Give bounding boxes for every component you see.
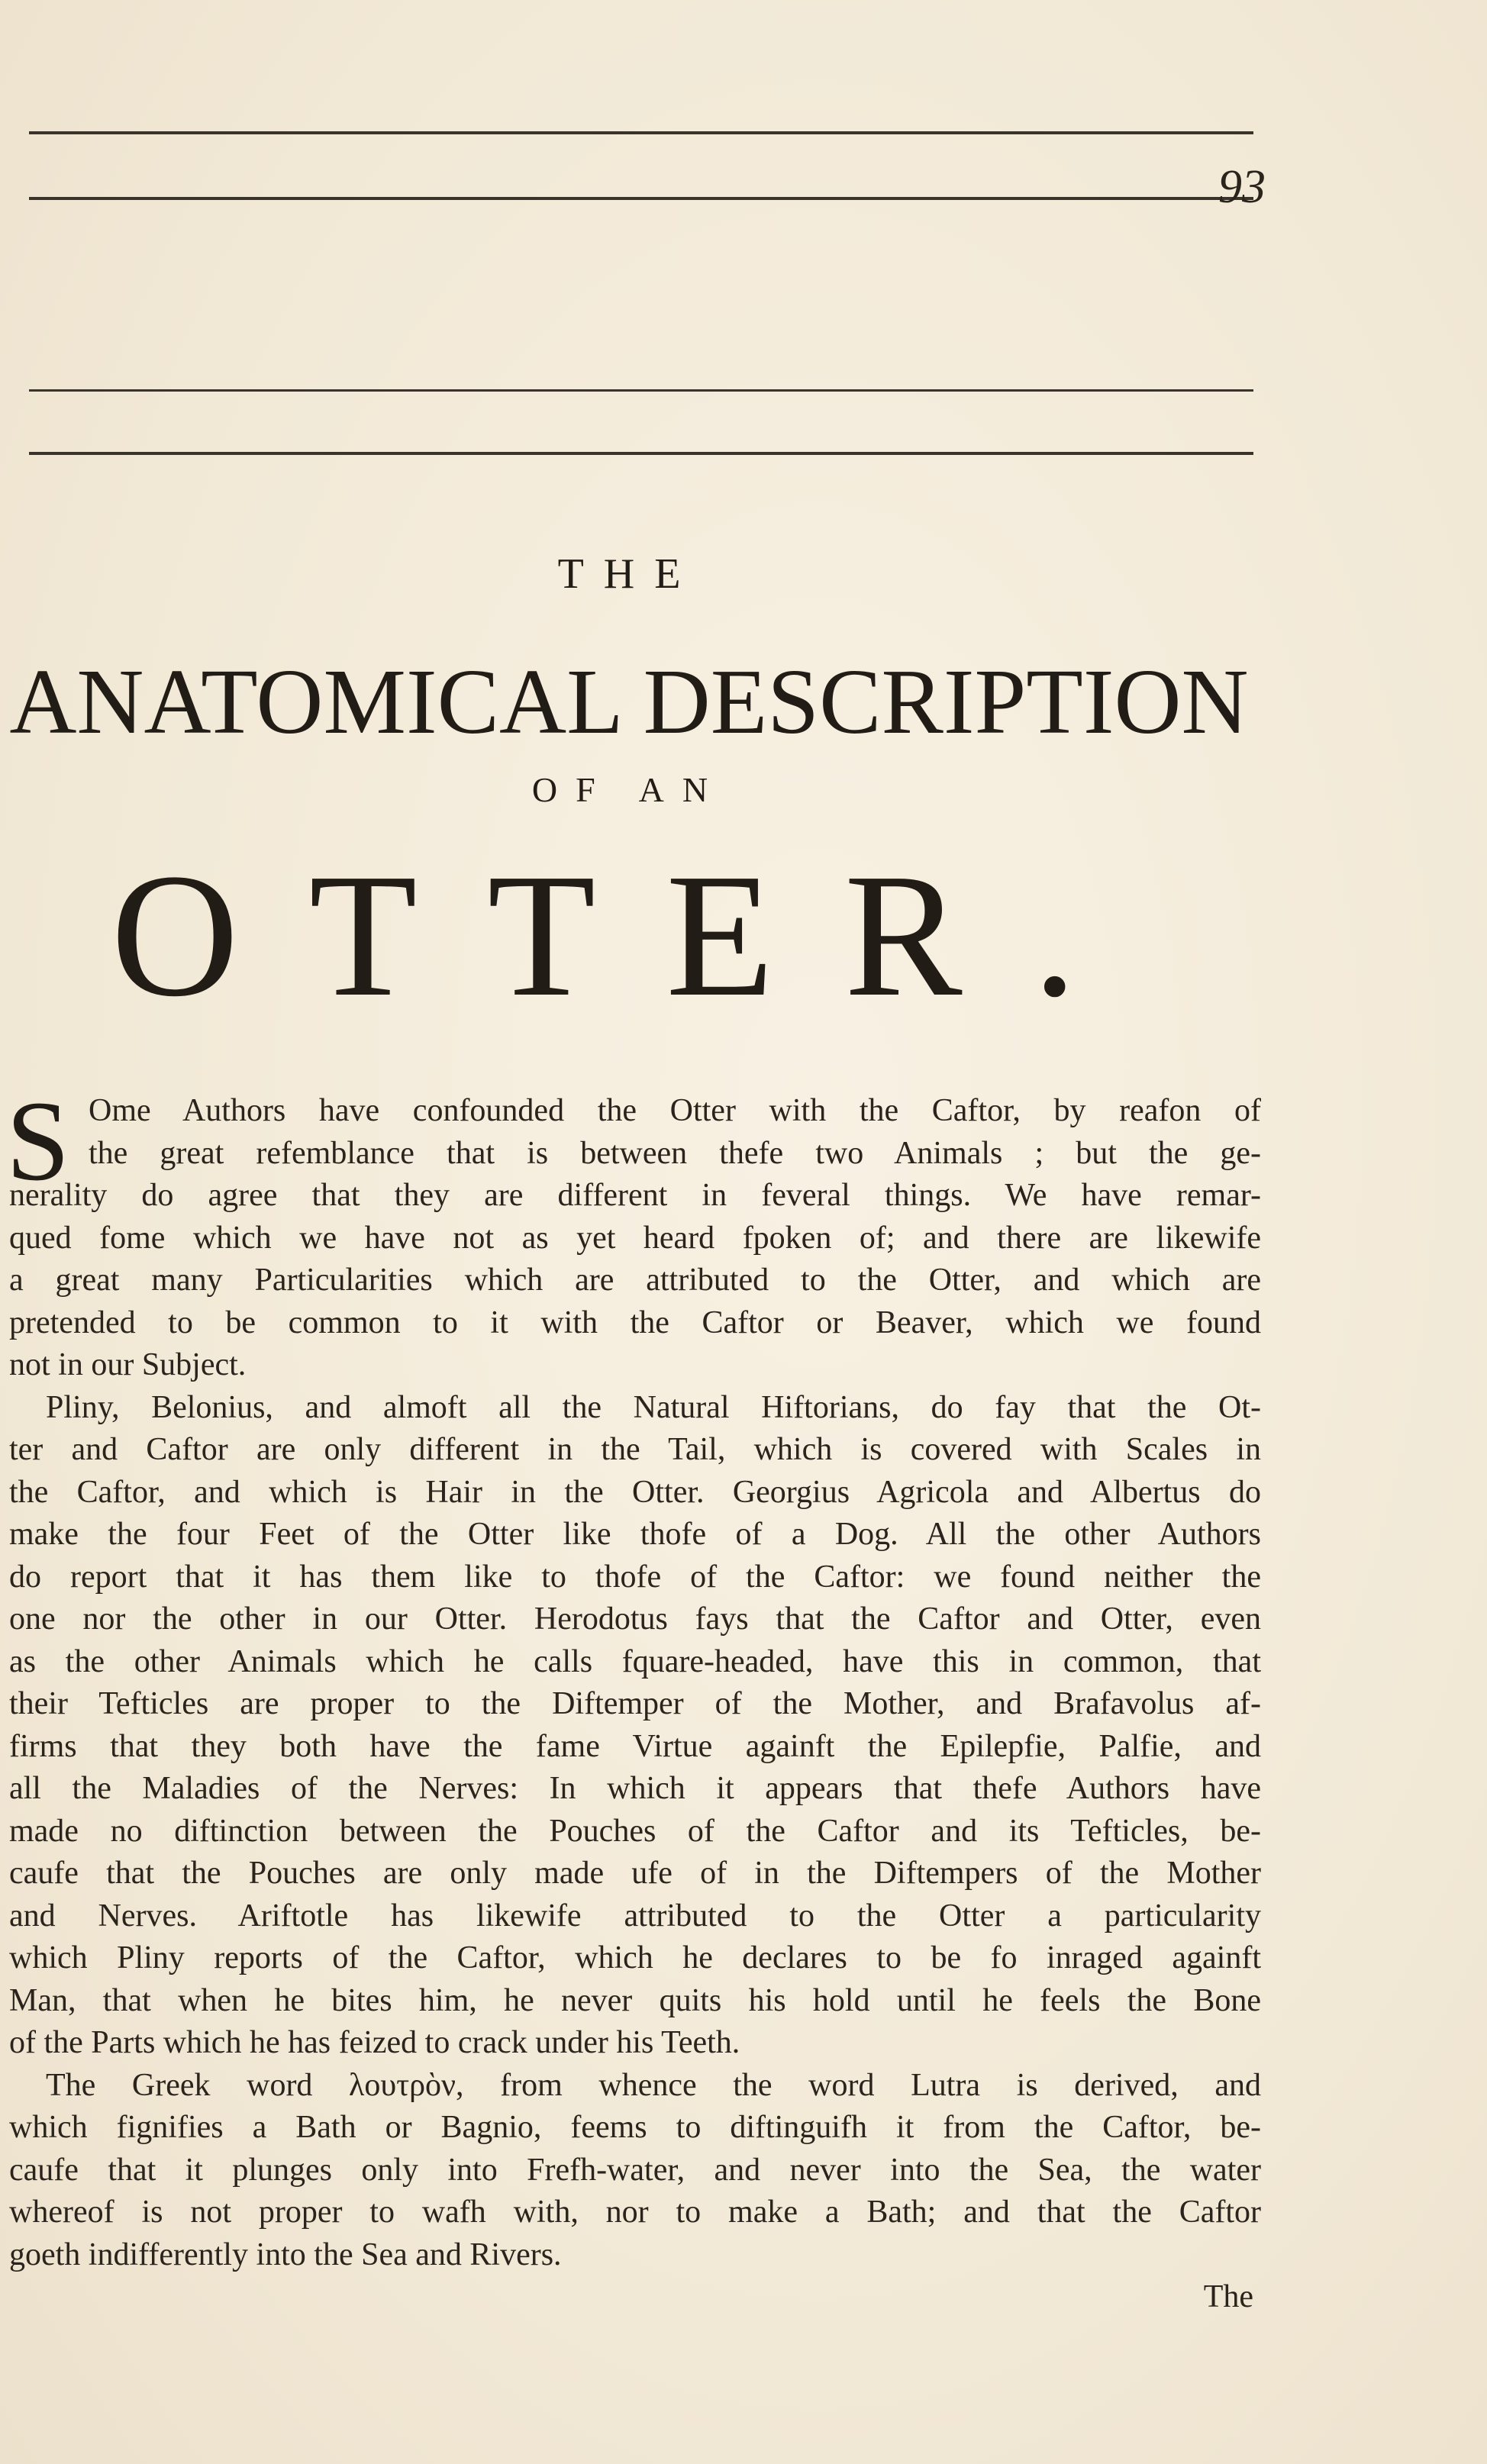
text-line: pretended to be common to it with the Caftor or Beaver, which we found [9, 1305, 1261, 1340]
text-line: nerality do agree that they are different in feveral things. We have remar- [9, 1178, 1261, 1213]
text-line: as the other Animals which he calls fquare-headed, have this in common, that [9, 1643, 1261, 1679]
header-rule-2 [29, 197, 1253, 200]
body-text [9, 1090, 1261, 2319]
text-line: and Nerves. Ariftotle has likewife attributed to the Otter a particularity [9, 1898, 1261, 1933]
text-line: one nor the other in our Otter. Herodotus fays that the Caftor and Otter, even [9, 1601, 1261, 1637]
page-number: 93 [1218, 161, 1266, 213]
text-line: the Caftor, and which is Hair in the Otter. Georgius Agricola and Albertus do [9, 1474, 1261, 1510]
text-line: which Pliny reports of the Caftor, which he declares to be fo inraged againft [9, 1940, 1261, 1975]
text-line: which fignifies a Bath or Bagnio, feems to diftinguifh it from the Caftor, be- [9, 2110, 1261, 2145]
header-rule-1 [29, 131, 1253, 134]
title-otter: OTTER. [111, 837, 1147, 1034]
text-line: firms that they both have the fame Virtue againft the Epilepfie, Palfie, and [9, 1728, 1261, 1764]
text-line: their Tefticles are proper to the Diftemper of the Mother, and Brafavolus af- [9, 1686, 1261, 1721]
text-line: goeth indifferently into the Sea and Rivers. [9, 2237, 562, 2272]
catchword: The [1203, 2279, 1253, 2314]
text-line: Ome Authors have confounded the Otter with the Caftor, by reafon of [89, 1093, 1261, 1128]
text-line: a great many Particularities which are attributed to the Otter, and which are [9, 1263, 1261, 1298]
text-line: made no diftinction between the Pouches of the Caftor and its Tefticles, be- [9, 1813, 1261, 1849]
text-line: The Greek word λουτρὸν, from whence the word Lutra is derived, and [46, 2067, 1261, 2103]
title-main: ANATOMICAL DESCRIPTION [9, 650, 1249, 753]
text-line: Pliny, Belonius, and almoft all the Natural Hiftorians, do fay that the Ot- [46, 1389, 1261, 1425]
header-rule-3 [29, 389, 1253, 392]
text-line: of the Parts which he has feized to crack under his Teeth. [9, 2025, 740, 2060]
text-line: make the four Feet of the Otter like thofe of a Dog. All the other Authors [9, 1517, 1261, 1552]
text-line: caufe that it plunges only into Frefh-water, and never into the Sea, the water [9, 2152, 1261, 2188]
text-line: caufe that the Pouches are only made ufe of in the Diftempers of the Mother [9, 1856, 1261, 1891]
text-line: Man, that when he bites him, he never quits his hold until he feels the Bone [9, 1982, 1261, 2018]
title-of-an: OF AN [531, 770, 727, 809]
text-line: not in our Subject. [9, 1347, 247, 1382]
text-line: ter and Caftor are only different in the Tail, which is covered with Scales in [9, 1432, 1261, 1467]
text-line: all the Maladies of the Nerves: In which it appears that thefe Authors have [9, 1771, 1261, 1806]
text-line: the great refemblance that is between thefe two Animals ; but the ge- [89, 1135, 1261, 1171]
drop-cap: S [6, 1078, 70, 1205]
title-the: THE [557, 550, 701, 598]
text-line: whereof is not proper to wafh with, nor to make a Bath; and that the Caftor [9, 2195, 1261, 2230]
header-rule-4 [29, 452, 1253, 455]
text-line: do report that it has them like to thofe of the Caftor: we found neither the [9, 1559, 1261, 1595]
text-line: qued fome which we have not as yet heard fpoken of; and there are likewife [9, 1220, 1261, 1256]
